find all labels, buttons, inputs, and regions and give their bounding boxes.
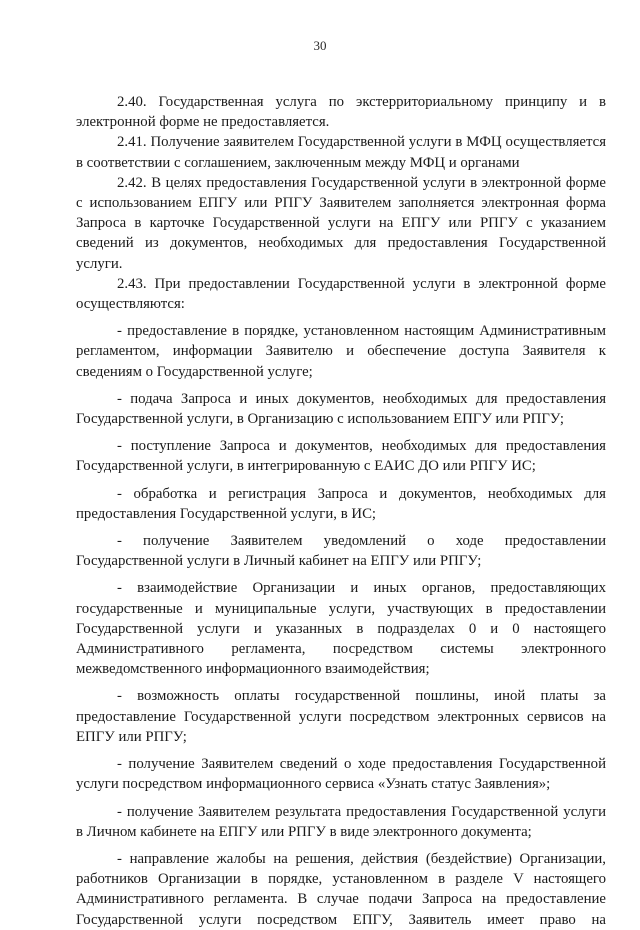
list-item-fee-payment: - возможность оплаты государственной пошлины, иной платы за предоставление Государственной услуги посредством электронных сервисов на ЕПГУ или РПГУ; <box>76 688 606 745</box>
page-number: 30 <box>313 38 327 53</box>
list-item-complaint: - направление жалобы на решения, действия (бездействие) Организации, работников Организации в порядке, установленном в разделе V настоящего Административного регламента. В случае подачи Запроса на предоставление Государственной услуги посредством ЕПГУ, Заявитель имеет право на <box>76 850 606 928</box>
list-item-request-submission: - подача Запроса и иных документов, необходимых для предоставления Государственной услуги, в Организацию с использованием ЕПГУ или РПГУ; <box>76 390 606 428</box>
list-item-notifications: - получение Заявителем уведомлений о ходе предоставлении Государственной услуги в Личный кабинет на ЕПГУ или РПГУ; <box>76 533 606 570</box>
list-item-interagency-interaction: - взаимодействие Организации и иных органов, предоставляющих государственные и муниципальные услуги, участвующих в предоставлении Государственной услуги и указанных в подразделах 0 и 0 настоящего Административного регламента, посредством системы электронного межведомственного информационного взаимодействия; <box>76 580 606 678</box>
document-body <box>76 92 606 930</box>
paragraph-2-42: 2.42. В целях предоставления Государственной услуги в электронной форме с использованием ЕПГУ или РПГУ Заявителем заполняется электронная форма Запроса в карточке Государственной услуги на ЕПГУ или РПГУ с указанием сведений из документов, необходимых для предоставления Государственной услуги. <box>76 174 606 272</box>
list-item-info-provision: - предоставление в порядке, установленном настоящим Административным регламентом, информации Заявителю и обеспечение доступа Заявителя к сведениям о Государственной услуге; <box>76 323 606 380</box>
list-item-request-receipt: - поступление Запроса и документов, необходимых для предоставления Государственной услуги, в интегрированную с ЕАИС ДО или РПГУ ИС; <box>76 438 606 475</box>
list-item-status-info: - получение Заявителем сведений о ходе предоставления Государственной услуги посредством информационного сервиса «Узнать статус Заявления»; <box>76 756 606 793</box>
list-item-result-receipt: - получение Заявителем результата предоставления Государственной услуги в Личном кабинете на ЕПГУ или РПГУ в виде электронного документа; <box>76 803 606 840</box>
paragraph-2-43: 2.43. При предоставлении Государственной услуги в электронной форме осуществляются: <box>76 275 606 313</box>
paragraph-2-40: 2.40. Государственная услуга по экстерриториальному принципу и в электронной форме не предоставляется. <box>76 94 606 131</box>
paragraph-2-41: 2.41. Получение заявителем Государственной услуги в МФЦ осуществляется в соответствии с соглашением, заключенным между МФЦ и органами <box>76 134 606 171</box>
list-item-request-processing: - обработка и регистрация Запроса и документов, необходимых для предоставления Государственной услуги, в ИС; <box>76 485 606 522</box>
